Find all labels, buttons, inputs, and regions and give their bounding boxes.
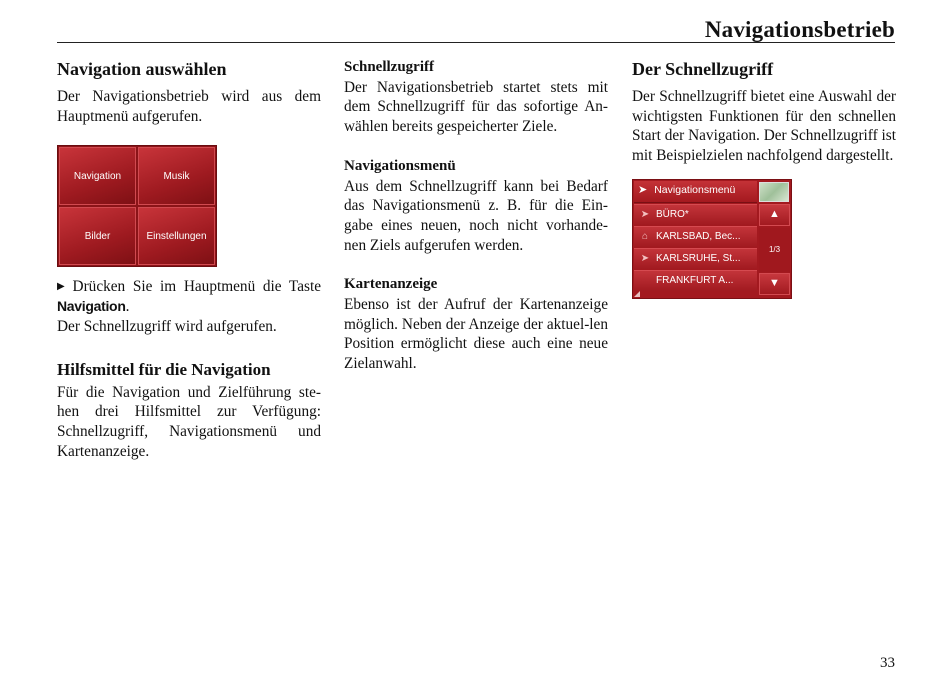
section-title-kartenanzeige: Kartenanzeige xyxy=(344,276,438,293)
quick-menu-label: Navigationsmenü xyxy=(654,184,736,197)
header-rule xyxy=(57,42,895,43)
section-title-schnellzugriff: Schnellzugriff xyxy=(344,59,434,75)
tile-label: Bilder xyxy=(84,230,111,242)
quick-entry-label: KARLSRUHE, St... xyxy=(656,252,741,264)
destination-icon: ➤ xyxy=(640,208,650,220)
section-text-schnellzugriff: Der Navigationsbetrieb startet stets mit dem Schnellzugriff für das sofortige An-wählen bereits gespeicherter Ziele. xyxy=(344,78,608,136)
column-left xyxy=(57,58,321,461)
quick-access-screenshot xyxy=(632,179,792,299)
quick-entry xyxy=(634,204,757,225)
bullet-triangle-icon: ▶ xyxy=(57,281,69,293)
quick-entry xyxy=(634,248,757,269)
column-right xyxy=(632,58,896,299)
spacer xyxy=(344,255,608,275)
instruction-text: Drücken Sie im Hauptmenü die Taste xyxy=(72,278,321,296)
quick-navigation-menu-button xyxy=(634,181,757,203)
intro-paragraph: Der Navigationsbetrieb wird aus dem Hauptmenü aufgerufen. xyxy=(57,88,321,125)
quick-entry xyxy=(634,226,757,247)
main-menu-tile-navigation xyxy=(59,147,136,205)
spacer xyxy=(57,337,321,359)
navigation-arrow-icon: ➤ xyxy=(638,184,648,197)
map-thumbnail-icon xyxy=(759,182,789,202)
instruction-step xyxy=(57,277,321,316)
spacer xyxy=(344,137,608,157)
schnellzugriff-paragraph: Der Schnellzugriff bietet eine Auswahl der wichtigsten Funktionen für den schnellen Start der Navigation. Der Schnellzugriff ist mit Beispielzielen nachfolgend dargestellt. xyxy=(632,88,896,165)
page-indicator: 1/3 xyxy=(759,228,790,272)
column-middle xyxy=(344,58,608,374)
quick-entry xyxy=(634,270,757,291)
quick-entry-label: FRANKFURT A... xyxy=(656,274,734,286)
tile-label: Einstellungen xyxy=(146,230,207,242)
tile-label: Musik xyxy=(163,170,190,182)
home-icon: ⌂ xyxy=(641,230,649,242)
section-text-kartenanzeige: Ebenso ist der Aufruf der Kartenanzeige möglich. Neben der Anzeige der aktuel-len Position ermöglicht diese auch eine neue Zielanwahl. xyxy=(344,296,608,373)
heading-navigation-auswaehlen: Navigation auswählen xyxy=(57,59,227,79)
quick-entry-label: BÜRO* xyxy=(656,208,689,220)
instruction-key-label: Navigation xyxy=(57,298,126,315)
page-number: 33 xyxy=(880,655,895,671)
destination-icon: ➤ xyxy=(640,252,650,264)
quick-entry-label: KARLSBAD, Bec... xyxy=(656,230,741,242)
tile-label: Navigation xyxy=(73,170,122,182)
heading-der-schnellzugriff: Der Schnellzugriff xyxy=(632,59,774,79)
section-title-navigationsmenue: Navigationsmenü xyxy=(344,157,456,174)
page-header-title: Navigationsbetrieb xyxy=(704,17,895,42)
main-menu-screenshot xyxy=(57,145,217,267)
main-menu-tile-musik xyxy=(138,147,215,205)
scroll-down-icon: ▼ xyxy=(759,273,790,295)
corner-marker-icon xyxy=(634,291,640,297)
instruction-period: . xyxy=(125,298,130,316)
section-text-navigationsmenue: Aus dem Schnellzugriff kann bei Bedarf das Navigationsmenü z. B. für die Ein-gabe eines neuen, noch nicht vorhande-nen Ziels aufgerufen werden. xyxy=(344,177,608,254)
tools-paragraph: Für die Navigation und Zielführung ste-hen drei Hilfsmittel zur Verfügung: Schnellzugriff, Navigationsmenü und Kartenanzeige. xyxy=(57,383,321,460)
main-menu-tile-einstellungen xyxy=(138,207,215,265)
scroll-up-icon: ▲ xyxy=(759,204,790,226)
heading-hilfsmittel: Hilfsmittel für die Navigation xyxy=(57,359,271,379)
main-menu-tile-bilder xyxy=(59,207,136,265)
instruction-result: Der Schnellzugriff wird aufgerufen. xyxy=(57,317,277,335)
